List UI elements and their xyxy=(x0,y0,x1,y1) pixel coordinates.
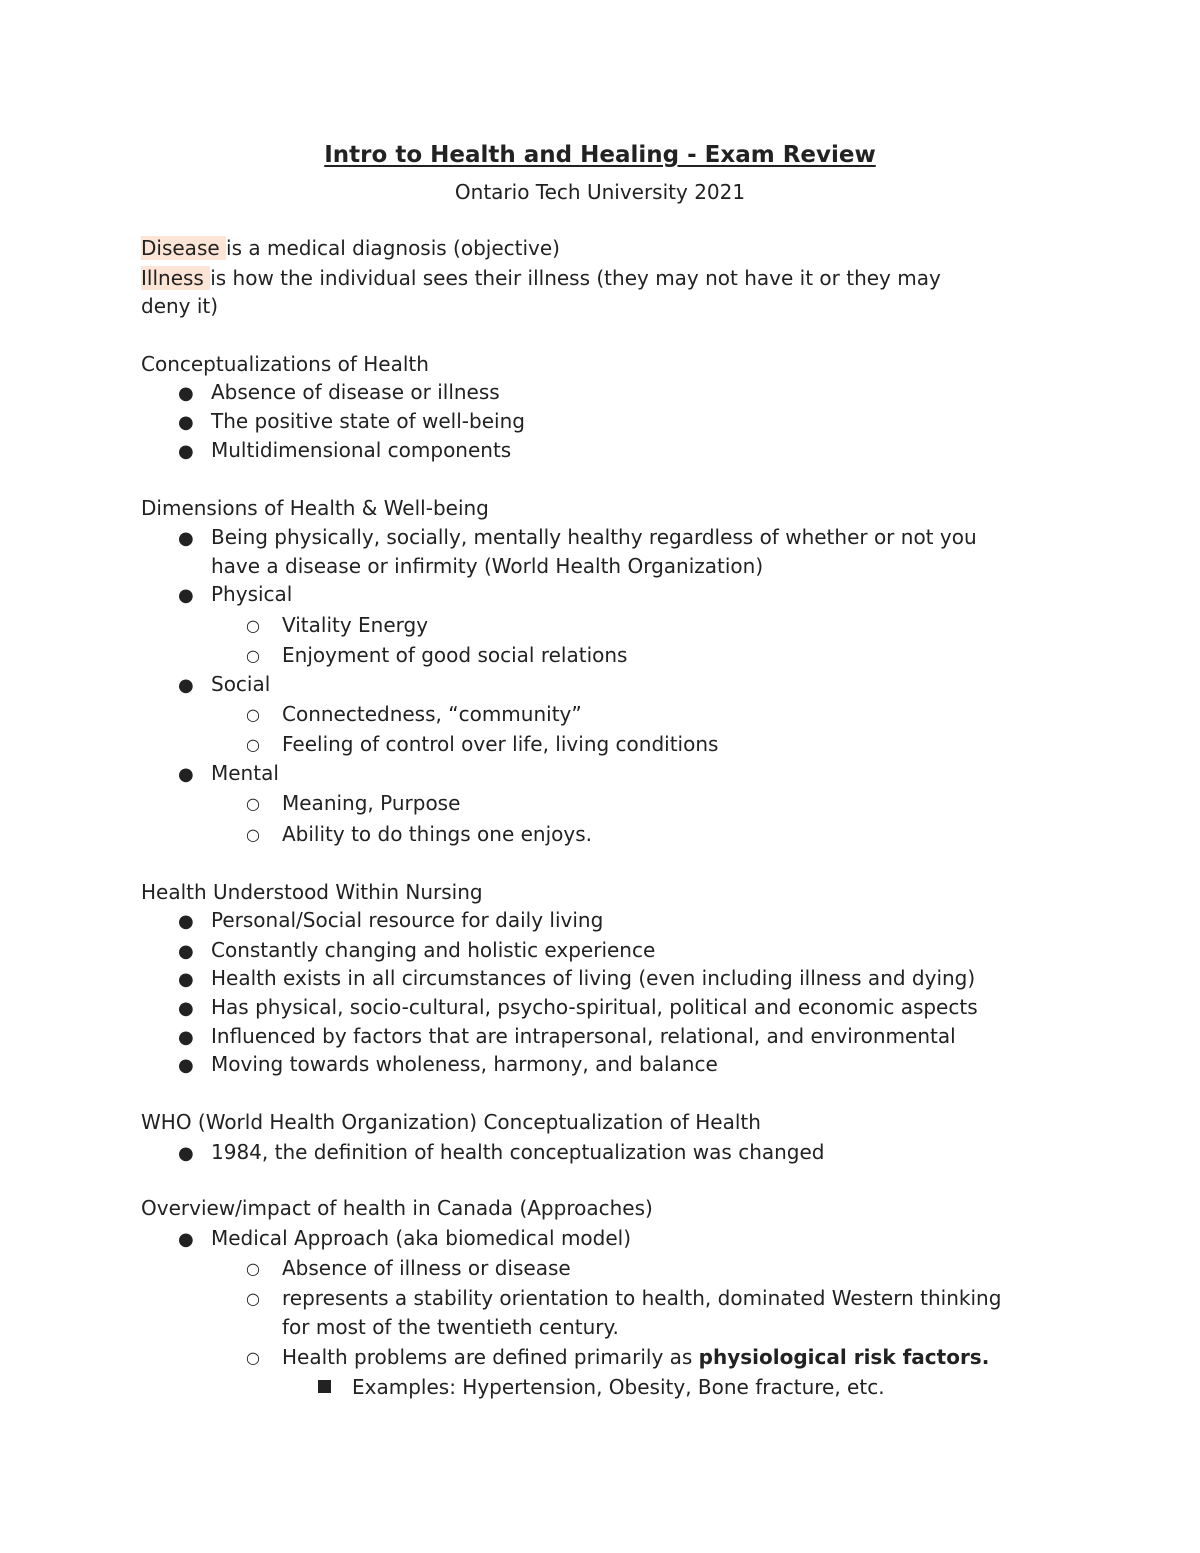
circle-bullet-icon: ○ xyxy=(246,1289,260,1308)
sub-list-item: Enjoyment of good social relations xyxy=(282,643,628,667)
bullet-icon: ● xyxy=(178,969,194,990)
list-item: Personal/Social resource for daily living xyxy=(211,908,604,932)
bullet-icon: ● xyxy=(178,412,194,433)
bullet-icon: ● xyxy=(178,764,194,785)
list-item: Multidimensional components xyxy=(211,438,512,462)
circle-bullet-icon: ○ xyxy=(246,825,260,844)
disease-term: Disease xyxy=(141,236,227,260)
circle-bullet-icon: ○ xyxy=(246,735,260,754)
sub-list-item: represents a stability orientation to health, dominated Western thinking xyxy=(282,1286,1002,1310)
sub-list-item: Meaning, Purpose xyxy=(282,791,461,815)
bullet-icon: ● xyxy=(178,675,194,696)
disease-rest: is a medical diagnosis (objective) xyxy=(226,236,560,260)
page-title: Intro to Health and Healing - Exam Review xyxy=(324,142,876,168)
circle-bullet-icon: ○ xyxy=(246,1348,260,1367)
section-heading-dimensions: Dimensions of Health & Well-being xyxy=(141,496,489,520)
list-item: Influenced by factors that are intrapersonal, relational, and environmental xyxy=(211,1024,956,1048)
bullet-icon: ● xyxy=(178,911,194,932)
list-item-medical-approach: Medical Approach (aka biomedical model) xyxy=(211,1226,632,1250)
circle-bullet-icon: ○ xyxy=(246,794,260,813)
sub-list-item: Vitality Energy xyxy=(282,613,429,637)
illness-definition-cont: deny it) xyxy=(141,294,219,318)
list-item: Moving towards wholeness, harmony, and balance xyxy=(211,1052,718,1076)
bullet-icon: ● xyxy=(178,1027,194,1048)
bullet-icon: ● xyxy=(178,585,194,606)
list-item: Has physical, socio-cultural, psycho-spiritual, political and economic aspects xyxy=(211,995,978,1019)
circle-bullet-icon: ○ xyxy=(246,616,260,635)
bullet-icon: ● xyxy=(178,441,194,462)
list-item: The positive state of well-being xyxy=(211,409,525,433)
sub-list-item: Absence of illness or disease xyxy=(282,1256,571,1280)
sub-list-item: Connectedness, “community” xyxy=(282,702,582,726)
section-heading-who: WHO (World Health Organization) Conceptualization of Health xyxy=(141,1110,761,1134)
illness-term: Illness xyxy=(141,266,211,290)
list-item: Being physically, socially, mentally healthy regardless of whether or not you xyxy=(211,525,977,549)
sub-list-item-cont: for most of the twentieth century. xyxy=(282,1315,619,1339)
circle-bullet-icon: ○ xyxy=(246,705,260,724)
bullet-icon: ● xyxy=(178,383,194,404)
list-item: Absence of disease or illness xyxy=(211,380,500,404)
page-subtitle: Ontario Tech University 2021 xyxy=(454,180,746,204)
list-item-physical: Physical xyxy=(211,582,293,606)
list-item: Constantly changing and holistic experience xyxy=(211,938,656,962)
bullet-icon: ● xyxy=(178,941,194,962)
circle-bullet-icon: ○ xyxy=(246,1259,260,1278)
circle-bullet-icon: ○ xyxy=(246,646,260,665)
list-item: 1984, the definition of health conceptualization was changed xyxy=(211,1140,825,1164)
bullet-icon: ● xyxy=(178,1143,194,1164)
section-heading-nursing: Health Understood Within Nursing xyxy=(141,880,483,904)
sub-list-item: Feeling of control over life, living conditions xyxy=(282,732,719,756)
sub-list-item-bold: physiological risk factors. xyxy=(698,1345,990,1369)
list-item-mental: Mental xyxy=(211,761,279,785)
illness-definition xyxy=(141,264,941,292)
bullet-icon: ● xyxy=(178,528,194,549)
sub-list-item: Ability to do things one enjoys. xyxy=(282,822,592,846)
section-heading-conceptualizations: Conceptualizations of Health xyxy=(141,352,429,376)
list-item: Health exists in all circumstances of living (even including illness and dying) xyxy=(211,966,976,990)
bullet-icon: ● xyxy=(178,1055,194,1076)
disease-definition xyxy=(141,234,560,262)
bullet-icon: ● xyxy=(178,998,194,1019)
sub-list-item-text: Health problems are defined primarily as xyxy=(282,1345,699,1369)
sub-list-item xyxy=(282,1343,989,1371)
bullet-icon: ● xyxy=(178,1229,194,1250)
illness-rest: is how the individual sees their illness (they may not have it or they may xyxy=(210,266,941,290)
list-item-cont: have a disease or infirmity (World Health Organization) xyxy=(211,554,764,578)
section-heading-canada: Overview/impact of health in Canada (Approaches) xyxy=(141,1196,653,1220)
list-item-social: Social xyxy=(211,672,271,696)
sub-sub-list-item: Examples: Hypertension, Obesity, Bone fracture, etc. xyxy=(352,1375,885,1399)
square-bullet-icon xyxy=(318,1380,331,1393)
